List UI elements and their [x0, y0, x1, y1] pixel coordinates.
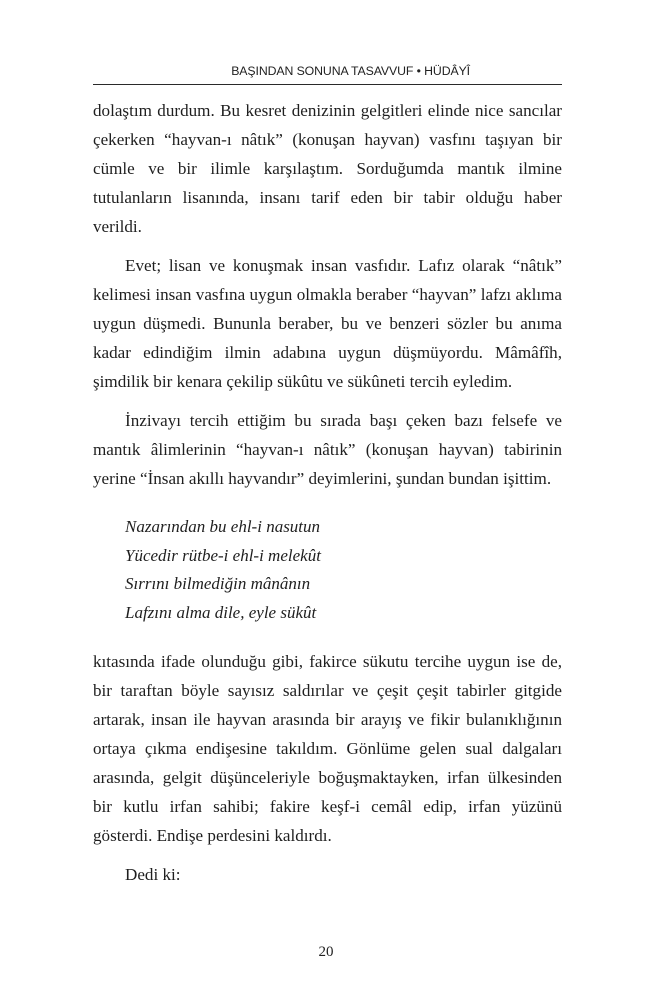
- paragraph-3: İnzivayı tercih ettiğim bu sırada başı çeken bazı felsefe ve mantık âlimlerinin “hayvan-ı nâtık” (konuşan hayvan) tabirinin yerine “İnsan akıllı hayvandır” deyimlerini, şundan bundan işittim.: [93, 411, 562, 488]
- paragraph-gap: [93, 241, 562, 251]
- running-header-title: BAŞINDAN SONUNA TASAVVUF • HÜDÂYÎ: [231, 64, 470, 78]
- poem-gap-bottom: [93, 627, 562, 647]
- page-body: [93, 96, 562, 889]
- paragraph-2: Evet; lisan ve konuşmak insan vasfıdır. Lafız olarak “nâtık” kelimesi insan vasfına uygun olmakla beraber “hayvan” lafzı aklıma uygun düşmedi. Bununla beraber, bu ve benzeri sözler bu anıma kadar edindiğim ilmin adabına uygun düşmüyordu. Mâmâfîh, şimdilik bir kenara çekilip sükûtu ve sükûneti tercih eyledim.: [93, 256, 562, 391]
- poem-gap-top: [93, 493, 562, 513]
- poem-line: Nazarından bu ehl-i nasutun: [125, 517, 321, 536]
- paragraph-gap: [93, 396, 562, 406]
- running-header: [93, 62, 562, 85]
- paragraph-1: dolaştım durdum. Bu kesret denizinin gelgitleri elinde nice sancılar çekerken “hayvan-ı nâtık” (konuşan hayvan) vasfını taşıyan bir cümle ve bir ilimle karşılaştım. Sorduğumda mantık ilmine tutulanların lisanında, insanı tarif eden bir tabir olduğu haber verildi.: [93, 101, 562, 236]
- page-number: 20: [318, 944, 334, 960]
- paragraph-gap: [93, 850, 562, 860]
- poem-line: Yücedir rütbe-i ehl-i melekût: [125, 545, 321, 565]
- poem-quatrain: [125, 513, 562, 627]
- poem-line: Lafzını alma dile, eyle sükût: [125, 602, 317, 622]
- paragraph-4: kıtasında ifade olunduğu gibi, fakirce sükutu tercihe uygun ise de, bir taraftan böyle sayısız saldırılar ve çeşit çeşit tabirler gitgide artarak, insan ile hayvan arasında bir arayış ve fikir bulanıklığının ortaya çıkma endişesine takıldım. Gönlüme gelen sual dalgaları arasında, gelgit düşünceleriyle boğuşmaktayken, irfan ülkesinden bir kutlu irfan sahibi; fakire keşf-i cemâl edip, irfan yüzünü gösterdi. Endişe perdesini kaldırdı.: [93, 652, 562, 846]
- paragraph-5: Dedi ki:: [125, 865, 181, 885]
- poem-line: Sırrını bilmediğin mânânın: [125, 574, 311, 594]
